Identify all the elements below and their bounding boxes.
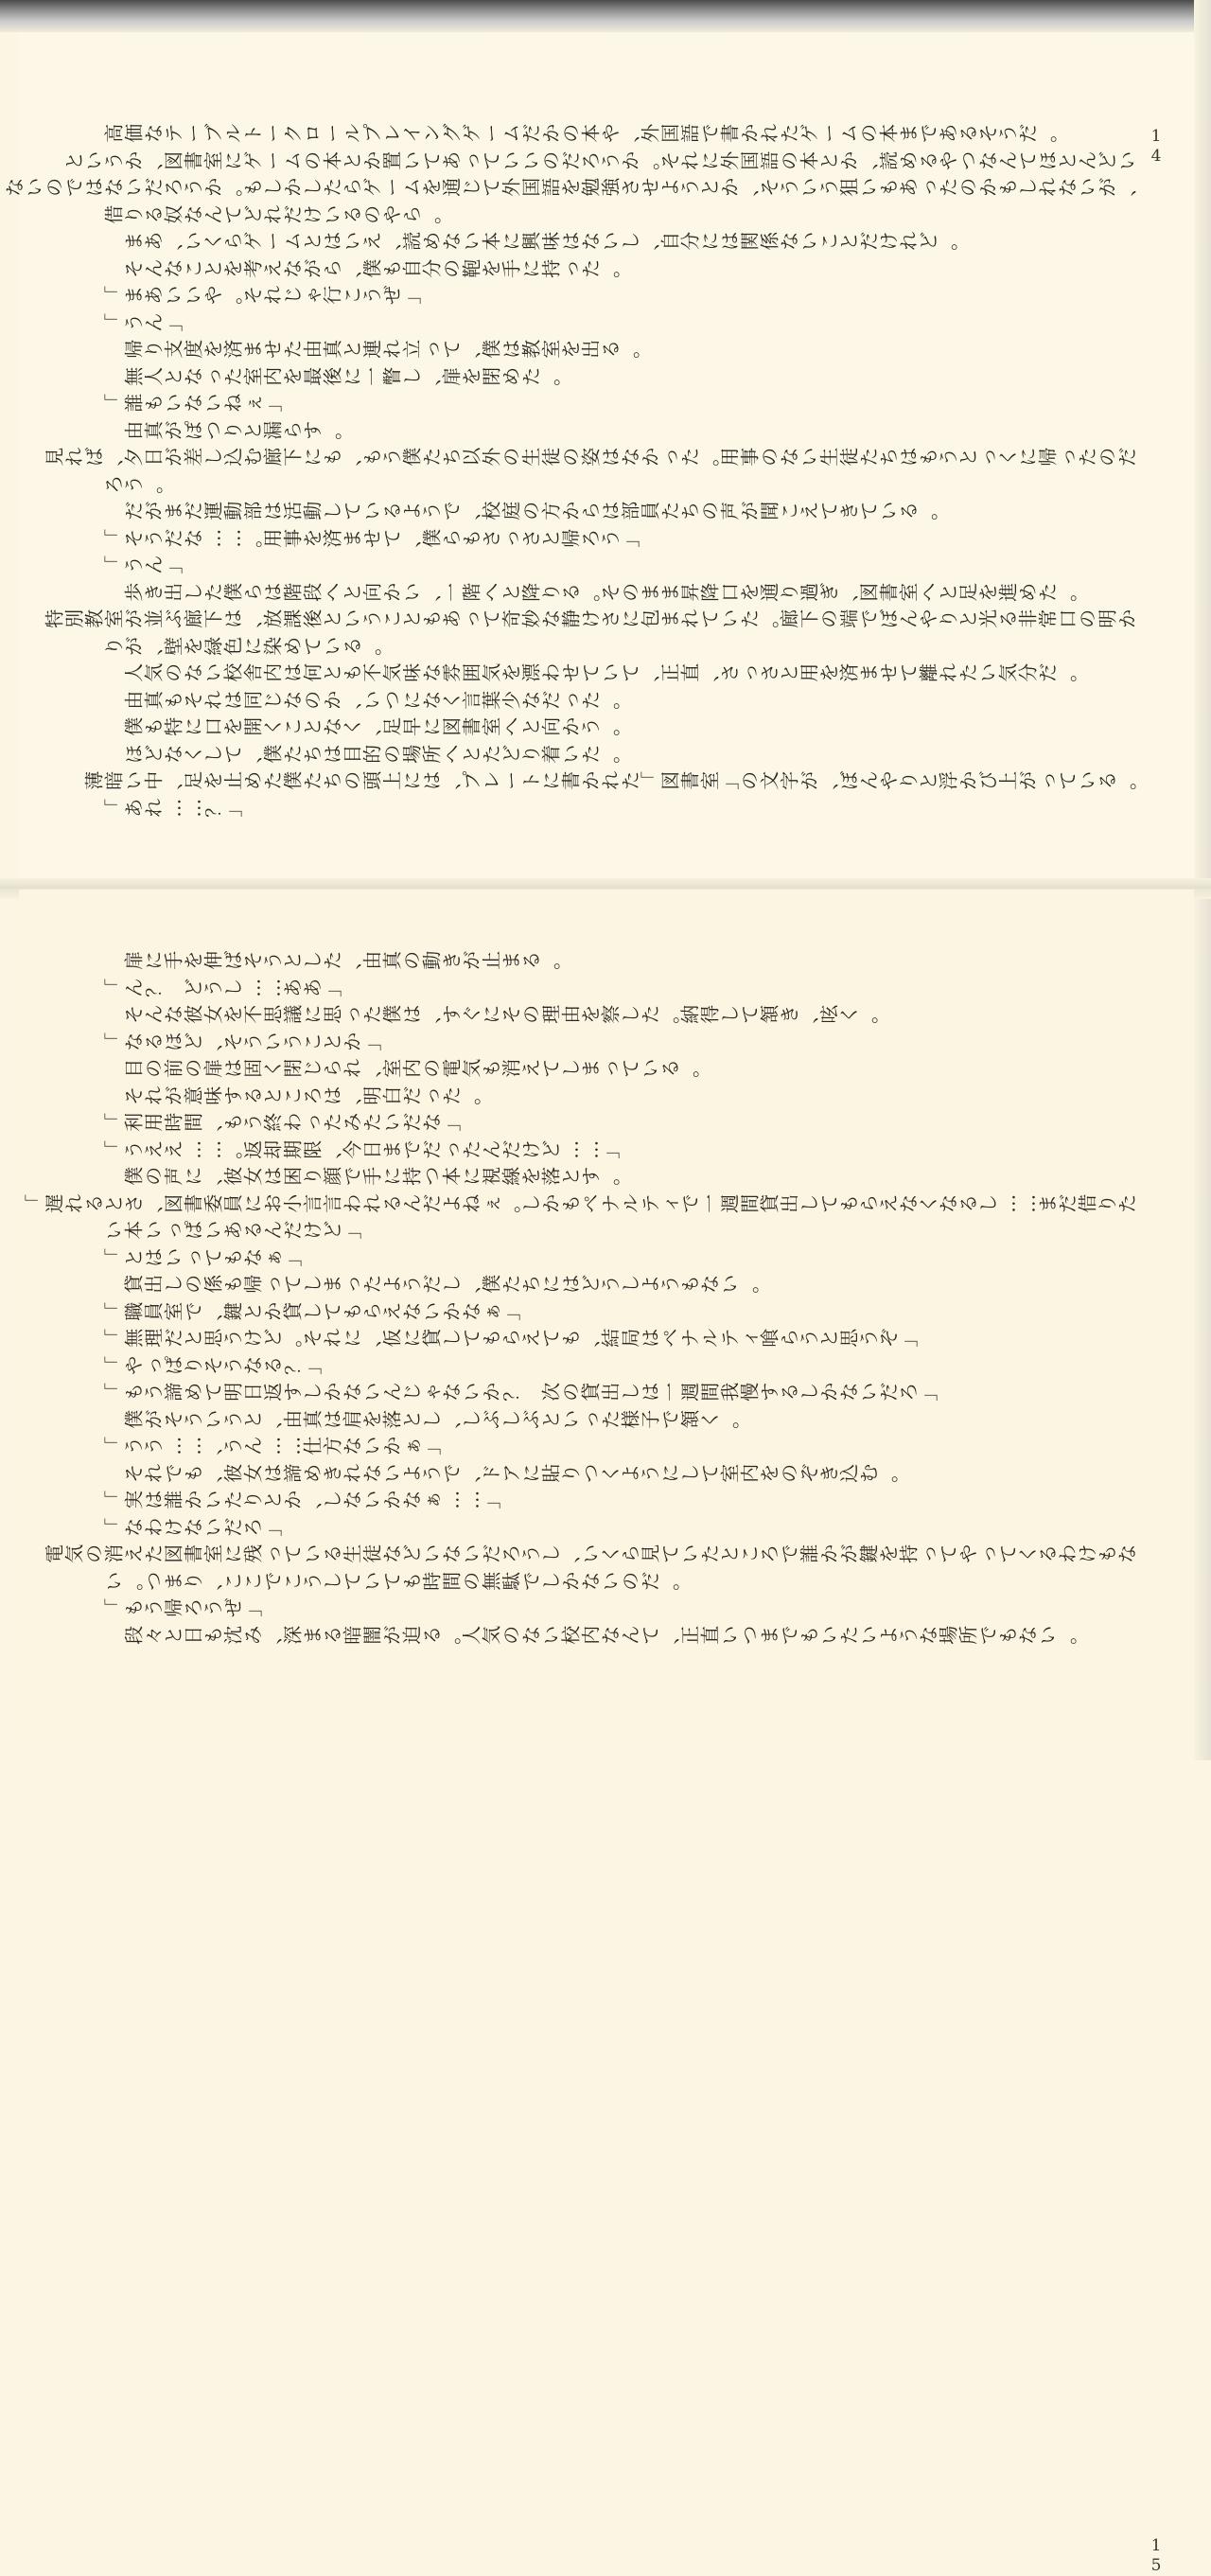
text-line: 。すら漏とりつぽが真由 (122, 417, 344, 440)
text-line: 」ろだいなかしるす慢我間週一はし出貸の次 ？かいなゃじんいなかしす返日明てめ諦うも「 (102, 1379, 940, 1402)
text-line: か明の口常非る光とりやんぼで端の下廊。たいてれま包にさけ静な妙奇てっあもとこういと後課放、は下廊ぶ並が室教別特 (43, 606, 1139, 628)
page-number: 15 (1147, 2536, 1166, 2576)
text-line: 」？るなうそりぱっや「 (102, 1352, 325, 1375)
text-line: 。るいてめ染に色緑を壁、がり (102, 633, 384, 656)
text-line: なもけわるくてっやてっ持を鍵がか誰でろことたいて見らくい、しうろだいないどな徒生るいてっ残に室書図たえ消の気電 (43, 1541, 1139, 1563)
text-line: 。たっだな少葉言くなについ、かのなじ同はれそも真由 (122, 687, 623, 710)
text-line: 」んう「 (102, 552, 185, 574)
text-line: 。たっだ白明、はろことるす味意がれそ (122, 1083, 483, 1105)
text-line: 。いなもうよしうどはにちた僕、しだうよたっましてっ帰も係のし出貸 (122, 1271, 762, 1294)
text-line: 。む込きぞのを内室てしにうよくつり貼にアド、でうよいなれきめ諦は女彼、もでれそ (122, 1460, 901, 1483)
book-top-edge (0, 0, 1211, 32)
text-line: 」……ぁなかいなし、かとりたいか誰は実「 (102, 1487, 503, 1509)
text-line: 」うろ帰とさっさもら僕、てせま済を事用。……なだうそ「 (102, 525, 642, 548)
text-line: 。うか向とへ室書図に早足、くなとこく開を口に特も僕 (122, 714, 623, 736)
text-line: 」どけだんるあいぱっい本い (102, 1217, 364, 1240)
text-line: 」ぁなもてっいはと「 (102, 1244, 305, 1267)
text-line: 」ぞう思とうら喰ィテルナペは局結、もてえらもてし貸に仮、にれそ。どけう思とだ理無「 (102, 1325, 921, 1348)
text-line: 。どれけだとこいな係関はに分自、しいなは味興に本いなめ読、えいはとムーゲらくい、あま (122, 228, 960, 251)
page-15 (19, 890, 1194, 2576)
text-line: 。く頷で子様たっいとぶしぶし、しと落を肩は真由、とういうそが僕 (122, 1406, 742, 1429)
text-line: 。ため閉を扉、し瞥一に後最を内室たっなと人無 (122, 363, 563, 386)
text-line: 。たい着りどたとへ所場の的目はちた僕、てしくなどほ (122, 741, 623, 764)
text-line: 」ぜうこ行ゃじれそ。やいいあま「 (102, 282, 424, 305)
text-line: 、がいなれしもかのたっあもい狙ういうそ、かとうよせさ強勉を語国外てじ通をムーゲらたしかしも。かうろだいなはでのいな (3, 174, 1139, 197)
text-line: 」ぇねいないも誰「 (102, 390, 285, 413)
text-line: 」かとこういうそ、どほるな「 (102, 1029, 384, 1051)
text-line: 」？……れあ「 (102, 795, 245, 818)
text-line: 」ぁなかいなえらもてし貸かと鍵、で室員職「 (102, 1298, 523, 1321)
text-line: 」ああ……しうど ？ん「 (102, 975, 344, 997)
text-line: 。だ分気いたれ離てせま済を用とさっさ、直正、ていてせわ漂を気囲雰な味気不もと何は内舎校いなの気人 (122, 660, 1079, 682)
page-14-text (3, 119, 1139, 820)
text-line: 」……どけだんたっだでま日今、限期却返。……ええう「 (102, 1137, 623, 1159)
text-line: 。すと落を線視に本つ持に手で顔り困は女彼、に声の僕 (122, 1163, 623, 1186)
text-line: 」んう「 (102, 309, 185, 332)
page-15-text (23, 946, 1139, 1648)
page-number: 14 (1147, 127, 1166, 167)
text-line: 。いなもで所場なうよいたいもでまつい直正、てんな内校いなの気人。る迫が闇暗るま深、み沈も日と々段 (122, 1622, 1079, 1645)
text-line: 」ろだいなけわな「 (102, 1514, 285, 1537)
text-line: 」ぜうろ帰うも「 (102, 1595, 265, 1617)
text-line: 。るま止がき動の真由、たしとうそば伸を手に扉 (122, 947, 563, 970)
page-14 (3, 32, 1194, 884)
text-line: 。ため進を足とへ室書図、ぎ過り通を口降昇ままのそ。るり降とへ階一、いか向とへ段階はら僕たし出き歩 (122, 579, 1079, 602)
text-line: 。たっ持に手を鞄の分自も僕、らがなえ考をとこなんそ (122, 256, 623, 278)
text-line: 。うろ (102, 471, 166, 494)
text-line: 。だうそるあでま本のムーゲたれか書で語国外、や本のかだムーゲグンイレプルーロクートルブーテな価高 (102, 120, 1060, 143)
text-line: 。るいてきてえこ聞が声のちた員部はらか方の庭校、でうよるいてし動活は部動運だまがだ (122, 498, 940, 520)
text-line: 」ぁかいな方仕……んう、……うう「 (102, 1433, 444, 1456)
text-line: だのたっ帰にくっとうもはちた徒生いなの事用。たっかなは姿の徒生の外以ちた僕うも、もに下廊む込し差が日夕、ばれ見 (43, 444, 1139, 467)
text-line: 。だのいなかしで駄無の間時もていてしうこでここ、りまつ。い (102, 1568, 682, 1591)
text-line: 。るいてっましてえ消も気電の内室、れらじ閉く固は扉の前の目 (122, 1055, 702, 1078)
text-line: 。る出を室教は僕、てっ立れ連と真由たせま済を度支り帰 (122, 336, 642, 359)
text-line: いどんとほてんなつやるめ読、かと本の語国外にれそ。かうろだのいいてっあてい置かと本のムーゲに室書図、かういと (62, 148, 1139, 170)
text-line: 。く呟、き頷てし得納。たし察を由理のそにぐす、は僕たっ思に議思不を女彼なんそ (122, 1001, 881, 1024)
text-line: 。るいてっが上びか浮とりやんぼ、が字文の」室書図「たれか書にトーレプ、はに上頭のちた僕ため止を足、中い暗薄 (82, 768, 1139, 790)
text-line: 」なだいたみたっわ終うも、間時用利「 (102, 1109, 464, 1132)
text-line: たり借だま……しるなくなえらもてし出貸間週一でィテルナペもかし。ぇねよだんるれわ言言小おに員委書図、さとるれ遅「 (23, 1191, 1139, 1213)
text-line: 。らやのるいけだれどてんな奴るり借 (102, 202, 444, 224)
